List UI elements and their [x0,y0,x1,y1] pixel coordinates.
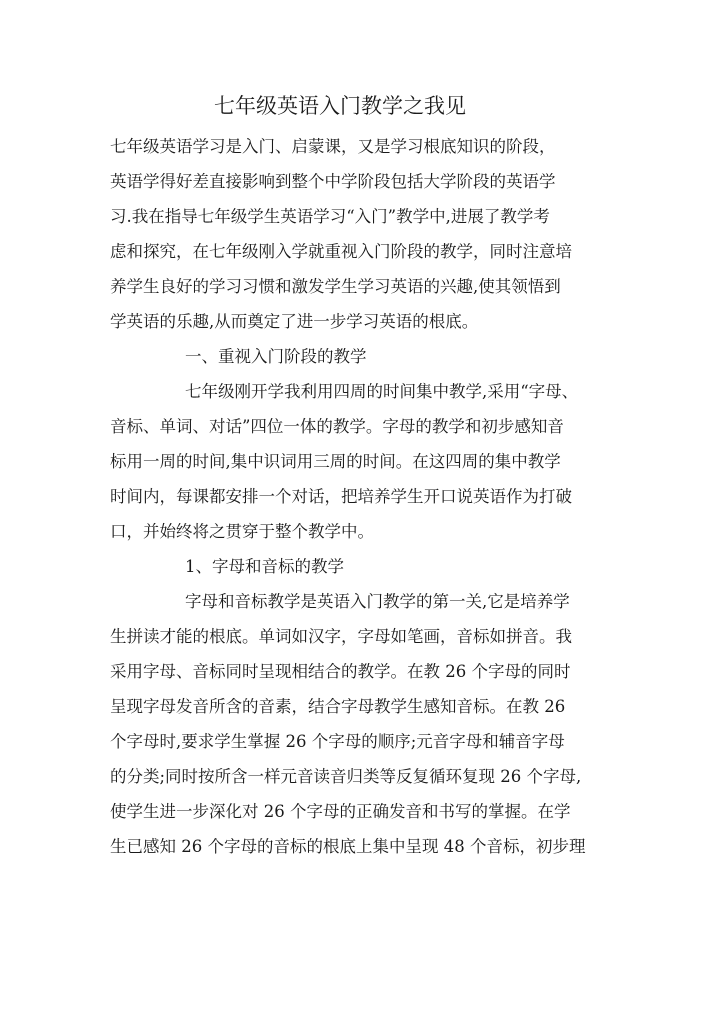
text-line-10: 标用一周的时间,集中识词用三周的时间。在这四周的集中教学 [110,452,561,471]
text-line-8: 七年级刚开学我利用四周的时间集中教学,采用“字母、 [185,382,579,401]
subsection-heading-1: 1、字母和音标的教学 [185,557,344,576]
text-line-9: 音标、单词、对话”四位一体的教学。字母的教学和初步感知音 [110,417,564,436]
text-line-12: 口，并始终将之贯穿于整个教学中。 [110,522,374,541]
text-line-14: 字母和音标教学是英语入门教学的第一关,它是培养学 [185,592,570,611]
text-line-18: 个字母时,要求学生掌握 26 个字母的顺序;元音字母和辅音字母 [110,732,565,751]
text-line-16: 采用字母、音标同时呈现相结合的教学。在教 26 个字母的同时 [110,662,571,681]
section-heading-1: 一、重视入门阶段的教学 [185,347,367,366]
text-line-19: 的分类;同时按所含一样元音读音归类等反复循环复现 26 个字母, [110,767,582,786]
document-title: 七年级英语入门教学之我见 [214,94,466,118]
text-line-20: 使学生进一步深化对 26 个字母的正确发音和书写的掌握。在学 [110,802,571,821]
text-line-4: 虑和探究，在七年级刚入学就重视入门阶段的教学，同时注意培 [110,242,572,261]
text-line-5: 养学生良好的学习习惯和激发学生学习英语的兴趣,使其领悟到 [110,277,561,296]
text-line-11: 时间内，每课都安排一个对话，把培养学生开口说英语作为打破 [110,487,572,506]
text-line-21: 生已感知 26 个字母的音标的根底上集中呈现 48 个音标，初步理 [110,837,586,856]
text-line-6: 学英语的乐趣,从而奠定了进一步学习英语的根底。 [110,312,479,331]
text-line-1: 七年级英语学习是入门、启蒙课，又是学习根底知识的阶段， [110,137,556,156]
text-line-15: 生拼读才能的根底。单词如汉字，字母如笔画，音标如拼音。我 [110,627,572,646]
text-line-17: 呈现字母发音所含的音素，结合字母教学生感知音标。在教 26 [110,697,566,716]
text-line-2: 英语学得好差直接影响到整个中学阶段包括大学阶段的英语学 [110,172,556,191]
text-line-3: 习.我在指导七年级学生英语学习“入门”教学中,进展了教学考 [110,207,550,226]
